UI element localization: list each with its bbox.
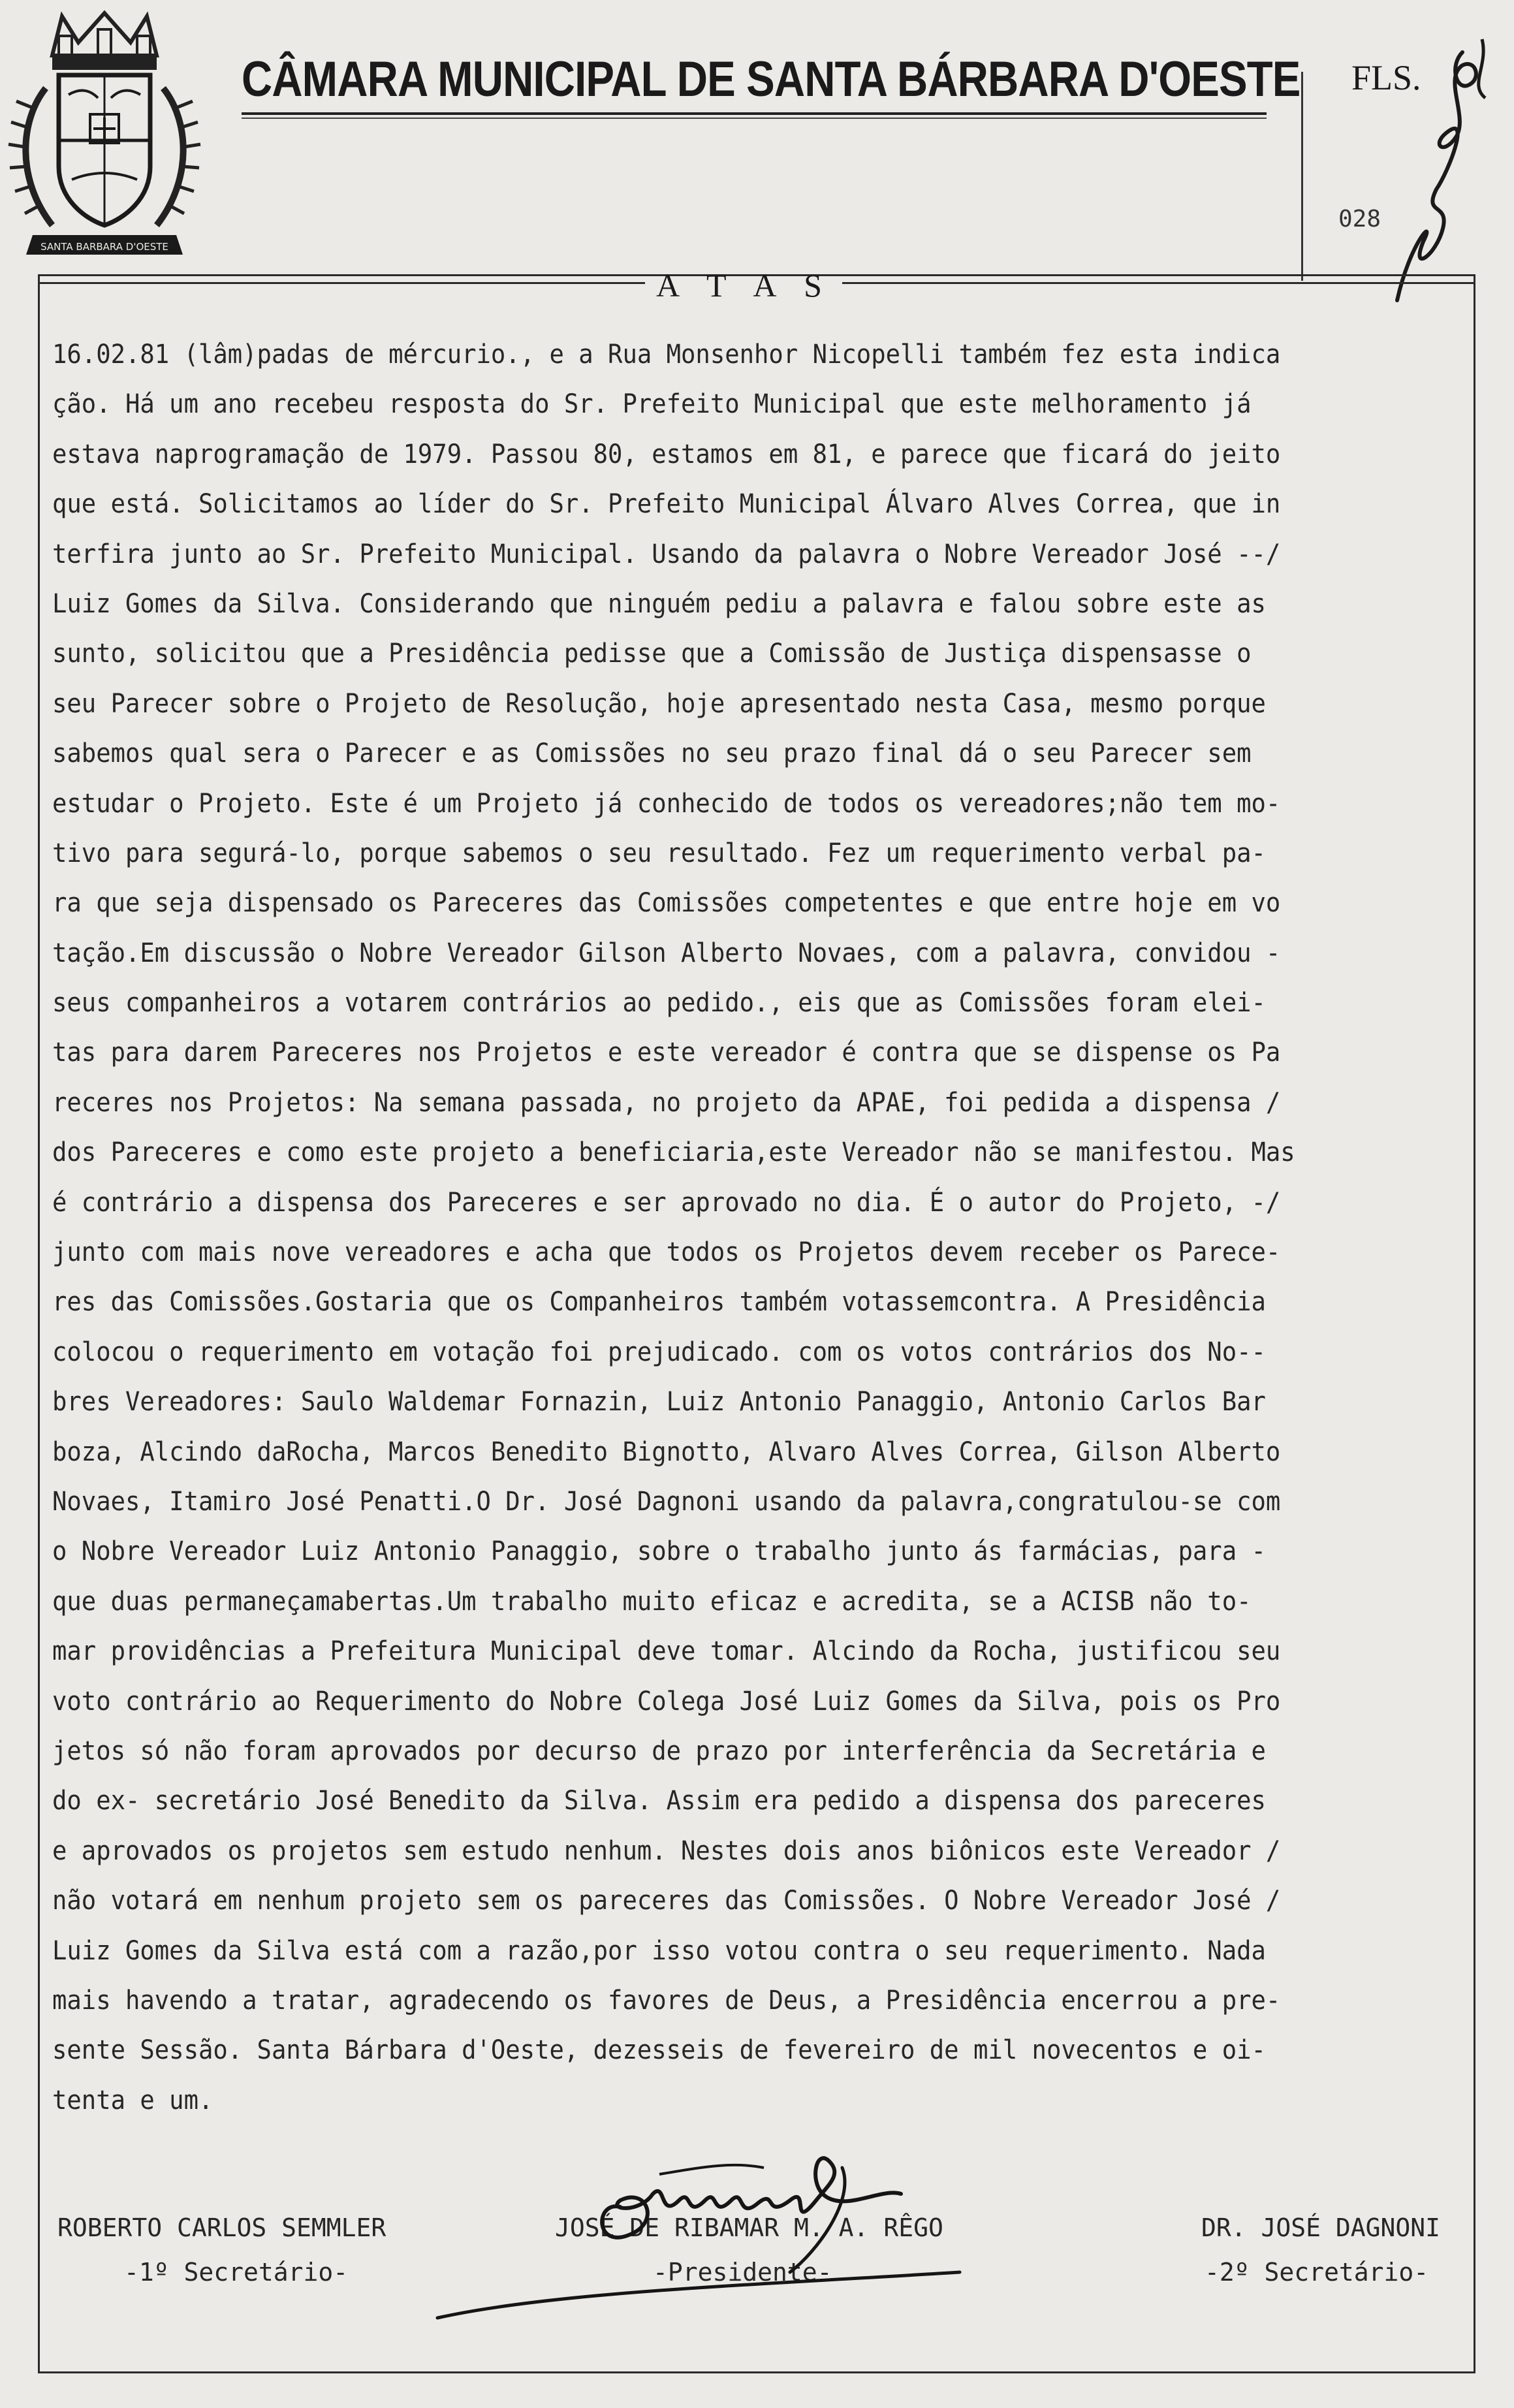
first-secretary-role: -1º Secretário- [124,2258,349,2287]
second-secretary-name: DR. JOSÉ DAGNONI [1201,2213,1441,2242]
text-line: seus companheiros a votarem contrários ao pedido., eis que as Comissões foram elei- [52,988,1266,1019]
minutes-body [52,330,1456,2125]
text-line: boza, Alcindo daRocha, Marcos Benedito Bignotto, Alvaro Alves Correa, Gilson Alberto [52,1436,1281,1467]
text-line: Novaes, Itamiro José Penatti.O Dr. José Dagnoni usando da palavra,congratulou-se com [52,1486,1281,1517]
text-line: tação.Em discussão o Nobre Vereador Gilson Alberto Novaes, com a palavra, convidou - [52,938,1281,968]
text-line: res das Comissões.Gostaria que os Companheiros também votassemcontra. A Presidência [52,1287,1266,1318]
text-line: sunto, solicitou que a Presidência pedisse que a Comissão de Justiça dispensasse o [52,639,1252,669]
chamber-title: CÂMARA MUNICIPAL DE SANTA BÁRBARA D'OESTE [242,52,1301,107]
second-secretary-role: -2º Secretário- [1205,2258,1429,2287]
text-line: voto contrário ao Requerimento do Nobre Colega José Luiz Gomes da Silva, pois os Pro [52,1686,1281,1717]
text-line: receres nos Projetos: Na semana passada, no projeto da APAE, foi pedida a dispensa / [52,1087,1281,1118]
text-line: mais havendo a tratar, agradecendo os favores de Deus, a Presidência encerrou a pre- [52,1985,1281,2016]
text-line: do ex- secretário José Benedito da Silva. Assim era pedido a dispensa dos pareceres [52,1786,1266,1816]
header-rule-secondary [242,118,1267,119]
text-line: junto com mais nove vereadores e acha que todos os Projetos devem receber os Parece- [52,1237,1281,1268]
fls-label: FLS. [1351,58,1421,97]
first-secretary-name: ROBERTO CARLOS SEMMLER [57,2213,386,2242]
text-line: ra que seja dispensado os Pareceres das Comissões competentes e que entre hoje em vo [52,888,1281,919]
atas-rule-left [38,282,645,284]
president-role: -Presidente- [653,2258,832,2287]
municipal-crest-logo [7,10,202,264]
text-line: dos Pareceres e como este projeto a beneficiaria,este Vereador não se manifestou. Mas [52,1137,1295,1168]
page-number: 028 [1338,206,1381,232]
text-line: Luiz Gomes da Silva está com a razão,por isso votou contra o seu requerimento. Nada [52,1935,1266,1966]
header-rule [242,112,1267,115]
text-line: estava naprogramação de 1979. Passou 80, estamos em 81, e parece que ficará do jeito [52,439,1281,469]
text-line: tivo para segurá-lo, porque sabemos o seu resultado. Fez um requerimento verbal pa- [52,838,1266,868]
text-line: o Nobre Vereador Luiz Antonio Panaggio, sobre o trabalho junto ás farmácias, para - [52,1536,1266,1567]
president-handwritten-signature [424,2122,1012,2337]
text-line: e aprovados os projetos sem estudo nenhum. Nestes dois anos biônicos este Vereador / [52,1835,1281,1866]
text-line: tenta e um. [52,2085,213,2115]
text-line: mar providências a Prefeitura Municipal deve tomar. Alcindo da Rocha, justificou seu [52,1636,1281,1667]
text-line: sabemos qual sera o Parecer e as Comissões no seu prazo final dá o seu Parecer sem [52,738,1252,769]
text-line: estudar o Projeto. Este é um Projeto já conhecido de todos os vereadores;não tem mo- [52,788,1281,819]
text-line: não votará em nenhum projeto sem os pareceres das Comissões. O Nobre Vereador José / [52,1886,1281,1916]
text-line: tas para darem Pareceres nos Projetos e este vereador é contra que se dispense os Pa [52,1038,1281,1068]
text-line: que duas permaneçamabertas.Um trabalho muito eficaz e acredita, se a ACISB não to- [52,1586,1252,1617]
crest-motto-text: SANTA BARBARA D'OESTE [40,241,168,253]
text-line: colocou o requerimento em votação foi prejudicado. com os votos contrários dos No-- [52,1337,1266,1367]
section-title: A T A S [656,267,832,304]
text-line: jetos só não foram aprovados por decurso de prazo por interferência da Secretária e [52,1735,1266,1766]
header-vertical-divider [1301,72,1303,281]
text-line: ção. Há um ano recebeu resposta do Sr. Prefeito Municipal que este melhoramento já [52,389,1252,420]
text-line: bres Vereadores: Saulo Waldemar Fornazin, Luiz Antonio Panaggio, Antonio Carlos Bar [52,1387,1266,1418]
text-line: 16.02.81 (lâm)padas de mércurio., e a Rua Monsenhor Nicopelli também fez esta indica [52,340,1281,370]
text-line: sente Sessão. Santa Bárbara d'Oeste, dezesseis de fevereiro de mil novecentos e oi- [52,2035,1266,2066]
text-line: que está. Solicitamos ao líder do Sr. Prefeito Municipal Álvaro Alves Correa, que in [52,489,1281,520]
text-line: é contrário a dispensa dos Pareceres e ser aprovado no dia. É o autor do Projeto, -/ [52,1187,1281,1218]
atas-rule-right [842,282,1475,284]
president-name: JOSÉ DE RIBAMAR M. A. RÊGO [555,2213,943,2242]
text-line: seu Parecer sobre o Projeto de Resolução, hoje apresentado nesta Casa, mesmo porque [52,688,1266,719]
text-line: Luiz Gomes da Silva. Considerando que ninguém pediu a palavra e falou sobre este as [52,588,1266,619]
handwritten-initials-signature [1371,26,1502,313]
text-line: terfira junto ao Sr. Prefeito Municipal. Usando da palavra o Nobre Vereador José --/ [52,539,1281,569]
